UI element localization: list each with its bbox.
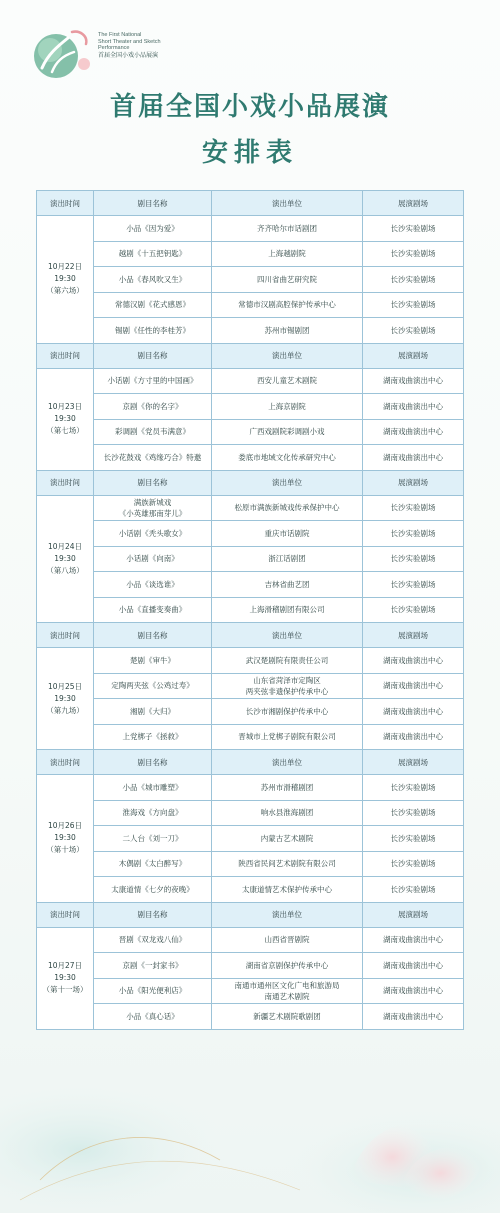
header-time: 演出时间 [37, 191, 94, 216]
table-header-row [37, 343, 464, 368]
session-date-cell: 10月26日 19:30 （第十场） [37, 775, 94, 903]
company-cell: 松原市满族新城戏传承保护中心 [212, 495, 363, 521]
header-company: 演出单位 [212, 623, 363, 648]
header-time: 演出时间 [37, 470, 94, 495]
play-title-cell: 晋剧《双龙戏八仙》 [94, 927, 212, 953]
brand-cn: 首届全国小戏小品展演 [98, 52, 159, 59]
play-title-cell: 小品《真心话》 [94, 1004, 212, 1030]
header-venue: 展演剧场 [363, 623, 464, 648]
brand-en-line2: Short Theater and Sketch [98, 38, 161, 45]
table-header-row [37, 623, 464, 648]
play-title-cell: 楚剧《审牛》 [94, 648, 212, 674]
festival-logo [28, 24, 102, 86]
schedule-table [36, 190, 464, 1030]
play-title-cell: 小品《直播变奏曲》 [94, 597, 212, 623]
play-title-cell: 长沙花鼓戏《鸡缘巧合》特邀 [94, 445, 212, 471]
table-row [37, 724, 464, 750]
play-title-cell: 小话剧《秃头歌女》 [94, 521, 212, 547]
table-row [37, 495, 464, 521]
header-venue: 展演剧场 [363, 750, 464, 775]
play-title-cell: 满族新城戏 《小英雄那南芽儿》 [94, 495, 212, 521]
venue-cell: 湖南戏曲演出中心 [363, 1004, 464, 1030]
header-venue: 展演剧场 [363, 902, 464, 927]
company-cell: 苏州市滑稽剧团 [212, 775, 363, 801]
table-row [37, 292, 464, 318]
play-title-cell: 小话剧《方寸里的中国画》 [94, 368, 212, 394]
brand-en-line1: The First National [98, 32, 142, 38]
company-cell: 长沙市湘剧保护传承中心 [212, 699, 363, 725]
table-row [37, 953, 464, 979]
table-row [37, 927, 464, 953]
play-title-cell: 上党梆子《拯救》 [94, 724, 212, 750]
brand-en-line3: Performance [98, 45, 130, 51]
company-cell: 湖南省京剧保护传承中心 [212, 953, 363, 979]
table-row [37, 267, 464, 293]
play-title-cell: 二人台《刘一刀》 [94, 826, 212, 852]
play-title-cell: 小品《春风吹又生》 [94, 267, 212, 293]
header-time: 演出时间 [37, 623, 94, 648]
header-title: 剧目名称 [94, 343, 212, 368]
company-cell: 上海越剧院 [212, 241, 363, 267]
play-title-cell: 小品《城市雕塑》 [94, 775, 212, 801]
play-title-cell: 小话剧《向南》 [94, 546, 212, 572]
table-header-row [37, 902, 464, 927]
table-row [37, 241, 464, 267]
header-title: 剧目名称 [94, 750, 212, 775]
page-subtitle: 安排表 [201, 138, 298, 168]
venue-cell: 长沙实验剧场 [363, 267, 464, 293]
table-row [37, 1004, 464, 1030]
company-cell: 浙江话剧团 [212, 546, 363, 572]
venue-cell: 湖南戏曲演出中心 [363, 699, 464, 725]
play-title-cell: 彩调剧《党员韦满意》 [94, 419, 212, 445]
company-cell: 广西戏剧院彩调剧小戏 [212, 419, 363, 445]
company-cell: 上海滑稽剧团有限公司 [212, 597, 363, 623]
page-title: 首届全国小戏小品展演 [109, 92, 390, 122]
table-row [37, 877, 464, 903]
header-title: 剧目名称 [94, 623, 212, 648]
venue-cell: 长沙实验剧场 [363, 572, 464, 598]
venue-cell: 湖南戏曲演出中心 [363, 724, 464, 750]
company-cell: 四川省曲艺研究院 [212, 267, 363, 293]
company-cell: 重庆市话剧院 [212, 521, 363, 547]
brand-text [98, 32, 161, 59]
session-date-cell: 10月23日 19:30 （第七场） [37, 368, 94, 470]
venue-cell: 长沙实验剧场 [363, 241, 464, 267]
table-row [37, 800, 464, 826]
play-title-cell: 小品《因为爱》 [94, 216, 212, 242]
play-title-cell: 越剧《十五把钥匙》 [94, 241, 212, 267]
company-cell: 新疆艺术剧院歌剧团 [212, 1004, 363, 1030]
company-cell: 常德市汉剧高腔保护传承中心 [212, 292, 363, 318]
header-company: 演出单位 [212, 902, 363, 927]
table-row [37, 648, 464, 674]
venue-cell: 长沙实验剧场 [363, 597, 464, 623]
table-header-row [37, 470, 464, 495]
company-cell: 娄底市地域文化传承研究中心 [212, 445, 363, 471]
company-cell: 上海京剧院 [212, 394, 363, 420]
header-venue: 展演剧场 [363, 343, 464, 368]
header-title: 剧目名称 [94, 191, 212, 216]
venue-cell: 长沙实验剧场 [363, 495, 464, 521]
company-cell: 武汉楚剧院有限责任公司 [212, 648, 363, 674]
header-company: 演出单位 [212, 191, 363, 216]
play-title-cell: 淮海戏《方向盘》 [94, 800, 212, 826]
header-time: 演出时间 [37, 902, 94, 927]
company-cell: 苏州市锡剧团 [212, 318, 363, 344]
venue-cell: 长沙实验剧场 [363, 292, 464, 318]
table-row [37, 851, 464, 877]
company-cell: 太康道情艺术保护传承中心 [212, 877, 363, 903]
venue-cell: 湖南戏曲演出中心 [363, 927, 464, 953]
table-header-row [37, 191, 464, 216]
table-row [37, 521, 464, 547]
table-row [37, 368, 464, 394]
company-cell: 晋城市上党梆子剧院有限公司 [212, 724, 363, 750]
company-cell: 吉林省曲艺团 [212, 572, 363, 598]
table-row [37, 775, 464, 801]
table-row [37, 699, 464, 725]
company-cell: 山西省晋剧院 [212, 927, 363, 953]
table-row [37, 445, 464, 471]
venue-cell: 湖南戏曲演出中心 [363, 419, 464, 445]
play-title-cell: 小品《阳光便利店》 [94, 978, 212, 1004]
table-row [37, 978, 464, 1004]
header-title: 剧目名称 [94, 902, 212, 927]
play-title-cell: 京剧《你的名字》 [94, 394, 212, 420]
header-company: 演出单位 [212, 470, 363, 495]
table-row [37, 673, 464, 699]
play-title-cell: 太康道情《七夕的夜晚》 [94, 877, 212, 903]
venue-cell: 湖南戏曲演出中心 [363, 673, 464, 699]
play-title-cell: 锡剧《任性的李桂芳》 [94, 318, 212, 344]
play-title-cell: 定陶两夹弦《公鸡过寿》 [94, 673, 212, 699]
venue-cell: 长沙实验剧场 [363, 546, 464, 572]
venue-cell: 长沙实验剧场 [363, 800, 464, 826]
venue-cell: 长沙实验剧场 [363, 521, 464, 547]
header-title: 剧目名称 [94, 470, 212, 495]
company-cell: 南通市通州区文化广电和旅游局 南通艺术剧院 [212, 978, 363, 1004]
session-date-cell: 10月27日 19:30 （第十一场） [37, 927, 94, 1029]
header-venue: 展演剧场 [363, 191, 464, 216]
play-title-cell: 木偶剧《太白醉写》 [94, 851, 212, 877]
table-row [37, 216, 464, 242]
session-date-cell: 10月24日 19:30 （第八场） [37, 495, 94, 623]
table-row [37, 597, 464, 623]
company-cell: 齐齐哈尔市话剧团 [212, 216, 363, 242]
company-cell: 响水县淮海剧团 [212, 800, 363, 826]
table-row [37, 318, 464, 344]
table-row [37, 546, 464, 572]
venue-cell: 湖南戏曲演出中心 [363, 648, 464, 674]
company-cell: 山东省菏泽市定陶区 两夹弦非遗保护传承中心 [212, 673, 363, 699]
table-row [37, 419, 464, 445]
venue-cell: 湖南戏曲演出中心 [363, 394, 464, 420]
venue-cell: 长沙实验剧场 [363, 851, 464, 877]
header-company: 演出单位 [212, 750, 363, 775]
company-cell: 内蒙古艺术剧院 [212, 826, 363, 852]
company-cell: 陕西省民间艺术剧院有限公司 [212, 851, 363, 877]
header-time: 演出时间 [37, 343, 94, 368]
play-title-cell: 小品《谈选谁》 [94, 572, 212, 598]
play-title-cell: 常德汉剧《花式感恩》 [94, 292, 212, 318]
play-title-cell: 京剧《一封家书》 [94, 953, 212, 979]
venue-cell: 长沙实验剧场 [363, 775, 464, 801]
table-row [37, 826, 464, 852]
venue-cell: 长沙实验剧场 [363, 318, 464, 344]
venue-cell: 湖南戏曲演出中心 [363, 953, 464, 979]
header-company: 演出单位 [212, 343, 363, 368]
lotus-decoration [0, 1030, 500, 1213]
venue-cell: 湖南戏曲演出中心 [363, 445, 464, 471]
session-date-cell: 10月22日 19:30 （第六场） [37, 216, 94, 344]
venue-cell: 长沙实验剧场 [363, 826, 464, 852]
venue-cell: 湖南戏曲演出中心 [363, 978, 464, 1004]
venue-cell: 湖南戏曲演出中心 [363, 368, 464, 394]
venue-cell: 长沙实验剧场 [363, 216, 464, 242]
company-cell: 西安儿童艺术剧院 [212, 368, 363, 394]
play-title-cell: 湘剧《大归》 [94, 699, 212, 725]
header-venue: 展演剧场 [363, 470, 464, 495]
session-date-cell: 10月25日 19:30 （第九场） [37, 648, 94, 750]
header-time: 演出时间 [37, 750, 94, 775]
table-header-row [37, 750, 464, 775]
table-row [37, 572, 464, 598]
venue-cell: 长沙实验剧场 [363, 877, 464, 903]
table-row [37, 394, 464, 420]
